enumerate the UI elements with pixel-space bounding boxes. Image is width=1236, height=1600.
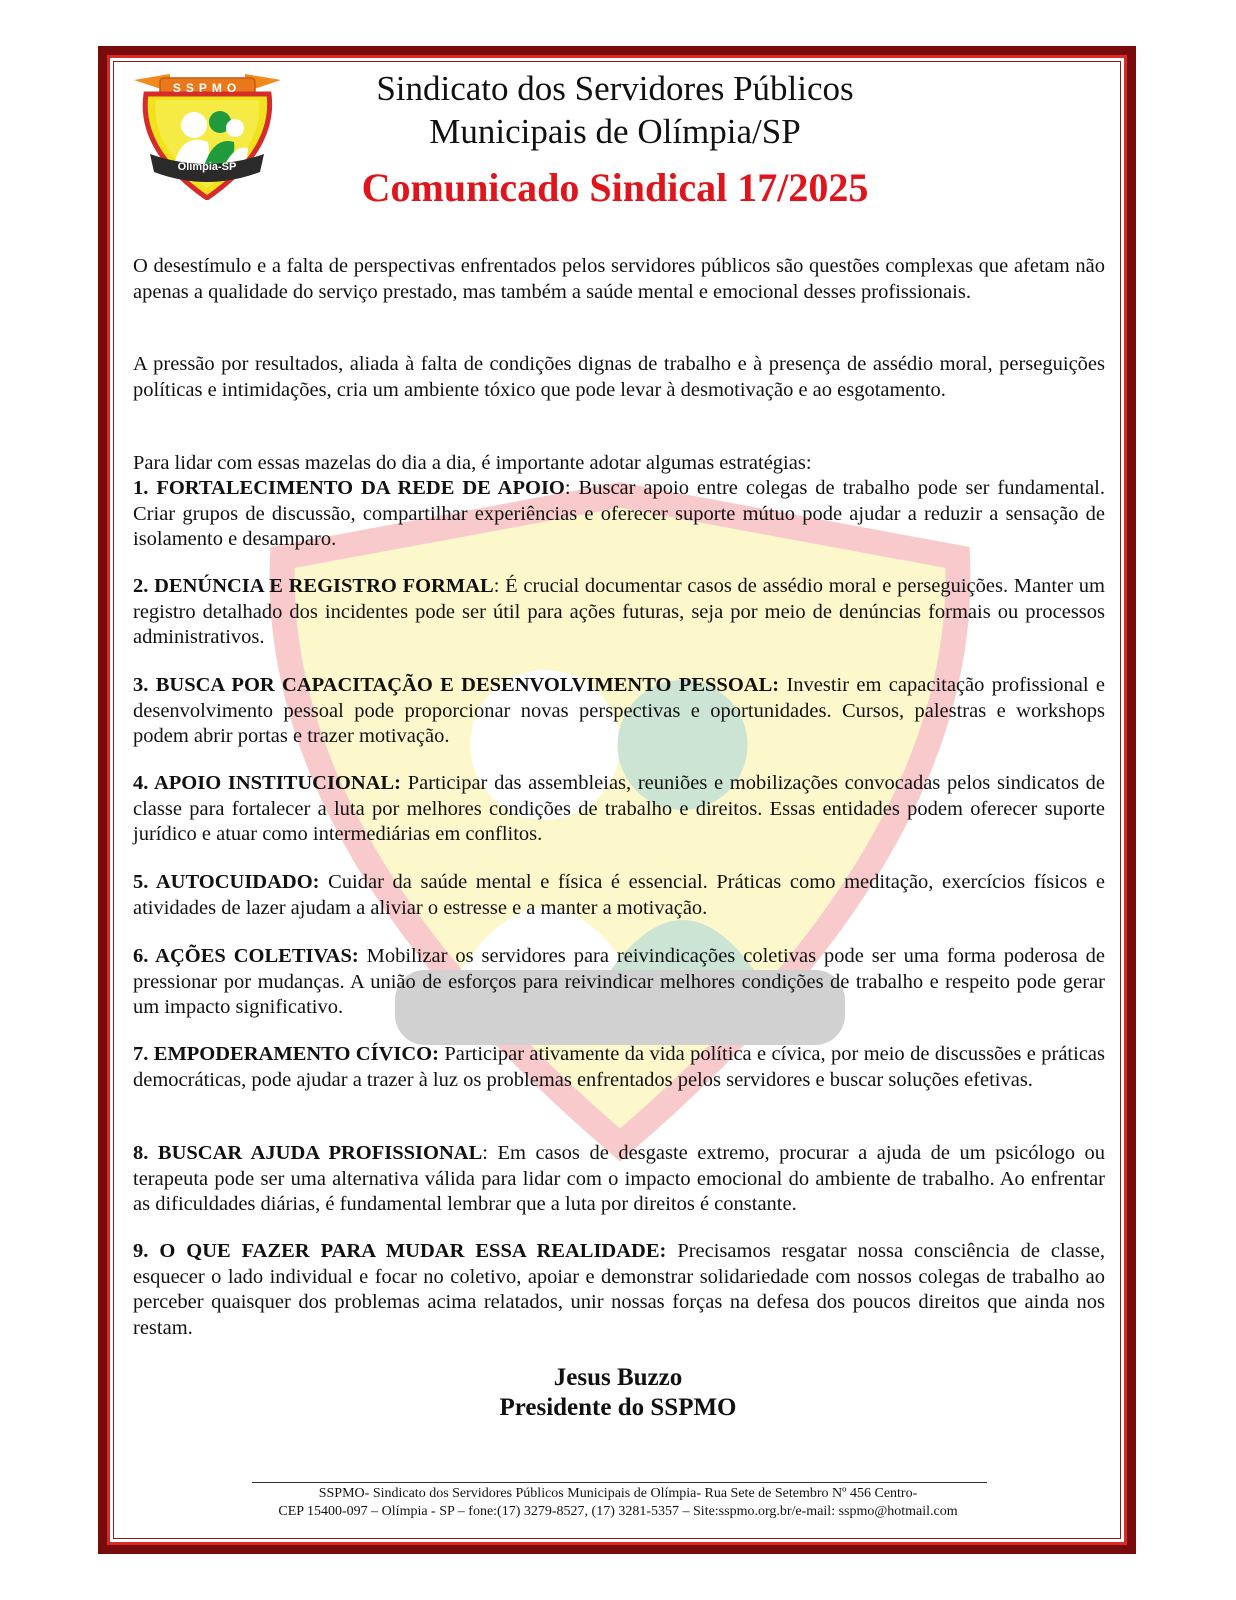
strategy-item-5	[133, 870, 1105, 921]
logo-text-top: SSPMO	[172, 81, 242, 95]
strategy-item-1	[133, 476, 1105, 553]
org-name-line1: Sindicato dos Servidores Públicos	[376, 69, 854, 108]
strategy-text: É crucial documentar casos de assédio moral e perseguições. Manter um registro detalhado dos incidentes pode ser útil para ações futuras, seja por meio de denúncias formais ou processos administrativos.	[133, 575, 1105, 648]
strategy-text: Cuidar da saúde mental e física é essencial. Práticas como meditação, exercícios físicos e atividades de lazer ajudam a aliviar o estresse e a manter a motivação.	[133, 871, 1105, 919]
footer-address-line1: SSPMO- Sindicato dos Servidores Públicos Municipais de Olímpia- Rua Sete de Setembro Nº 456 Centro-	[318, 1486, 918, 1501]
strategy-heading: 3. BUSCA POR CAPACITAÇÃO E DESENVOLVIMENTO PESSOAL:	[133, 674, 780, 696]
strategy-item-6	[133, 944, 1105, 1021]
strategy-item-3	[133, 673, 1105, 750]
strategy-heading: 4. APOIO INSTITUCIONAL:	[133, 772, 401, 794]
strategy-separator: :	[482, 1142, 488, 1164]
org-name-line2: Municipais de Olímpia/SP	[429, 112, 801, 151]
strategy-item-7	[133, 1042, 1105, 1093]
strategy-separator: :	[564, 477, 571, 499]
sspmo-logo	[130, 70, 285, 200]
strategy-item-4	[133, 771, 1105, 848]
logo-text-bottom: Olímpia-SP	[177, 161, 237, 173]
signature-role: Presidente do SSPMO	[499, 1394, 737, 1421]
intro-paragraph-1: O desestímulo e a falta de perspectivas enfrentados pelos servidores públicos são questões complexas que afetam não apenas a qualidade do serviço prestado, mas também a saúde mental e emocional desses profissionais.	[133, 255, 1105, 303]
footer-address-line2: CEP 15400-097 – Olímpia - SP – fone:(17) 3279-8527, (17) 3281-5357 – Site:sspmo.org.br/e-mail: sspmo@hotmail.com	[278, 1504, 958, 1519]
strategy-text: Participar ativamente da vida política e cívica, por meio de discussões e práticas democráticas, pode ajudar a trazer à luz os problemas enfrentados pelos servidores e buscar soluções efetivas.	[133, 1043, 1105, 1091]
strategy-text: Participar das assembleias, reuniões e mobilizações convocadas pelos sindicatos de classe para fortalecer a luta por melhores condições de trabalho e direitos. Essas entidades podem oferecer suporte jurídico e atuar como intermediárias em conflitos.	[133, 772, 1105, 845]
strategy-item-8	[133, 1141, 1105, 1218]
strategy-heading: 9. O QUE FAZER PARA MUDAR ESSA REALIDADE:	[133, 1240, 667, 1262]
strategy-text: Buscar apoio entre colegas de trabalho pode ser fundamental. Criar grupos de discussão, compartilhar experiências e oferecer suporte mútuo pode ajudar a reduzir a sensação de isolamento e desamparo.	[133, 477, 1105, 550]
signature-name: Jesus Buzzo	[553, 1364, 683, 1391]
strategy-heading: 5. AUTOCUIDADO:	[133, 871, 320, 893]
strategy-text: Mobilizar os servidores para reivindicações coletivas pode ser uma forma poderosa de pressionar por mudanças. A união de esforços para reivindicar melhores condições de trabalho e respeito pode gerar um impacto significativo.	[133, 945, 1105, 1018]
strategy-item-9	[133, 1239, 1105, 1341]
strategy-heading: 7. EMPODERAMENTO CÍVICO:	[133, 1043, 439, 1065]
strategy-text: Precisamos resgatar nossa consciência de classe, esquecer o lado individual e focar no coletivo, apoiar e demonstrar solidariedade com nossos colegas de trabalho ao perceber quaisquer dos problemas acima relatados, unir nossas forças na defesa dos poucos direitos que ainda nos restam.	[133, 1240, 1105, 1339]
intro-paragraph-2: A pressão por resultados, aliada à falta de condições dignas de trabalho e à presença de assédio moral, perseguições políticas e intimidações, cria um ambiente tóxico que pode levar à desmotivação e ao esgotamento.	[133, 353, 1105, 401]
strategy-heading: 8. BUSCAR AJUDA PROFISSIONAL	[133, 1142, 483, 1164]
strategy-heading: 2. DENÚNCIA E REGISTRO FORMAL	[133, 575, 494, 597]
strategy-text: Em casos de desgaste extremo, procurar a ajuda de um psicólogo ou terapeuta pode ser uma alternativa válida para lidar com o impacto emocional do ambiente de trabalho. Ao enfrentar as dificuldades diárias, é fundamental lembrar que a luta por direitos é constante.	[133, 1142, 1106, 1215]
strategy-item-2	[133, 574, 1105, 651]
strategy-text: Investir em capacitação profissional e desenvolvimento pessoal pode proporcionar novas perspectivas e oportunidades. Cursos, palestras e workshops podem abrir portas e trazer motivação.	[133, 674, 1105, 747]
strategy-separator: :	[493, 575, 500, 597]
footer-divider	[252, 1482, 987, 1483]
strategy-heading: 1. FORTALECIMENTO DA REDE DE APOIO	[133, 477, 565, 499]
intro-paragraph-3: Para lidar com essas mazelas do dia a dia, é importante adotar algumas estratégias:	[133, 452, 812, 474]
strategy-heading: 6. AÇÕES COLETIVAS:	[133, 945, 359, 967]
document-title: Comunicado Sindical 17/2025	[361, 165, 869, 210]
